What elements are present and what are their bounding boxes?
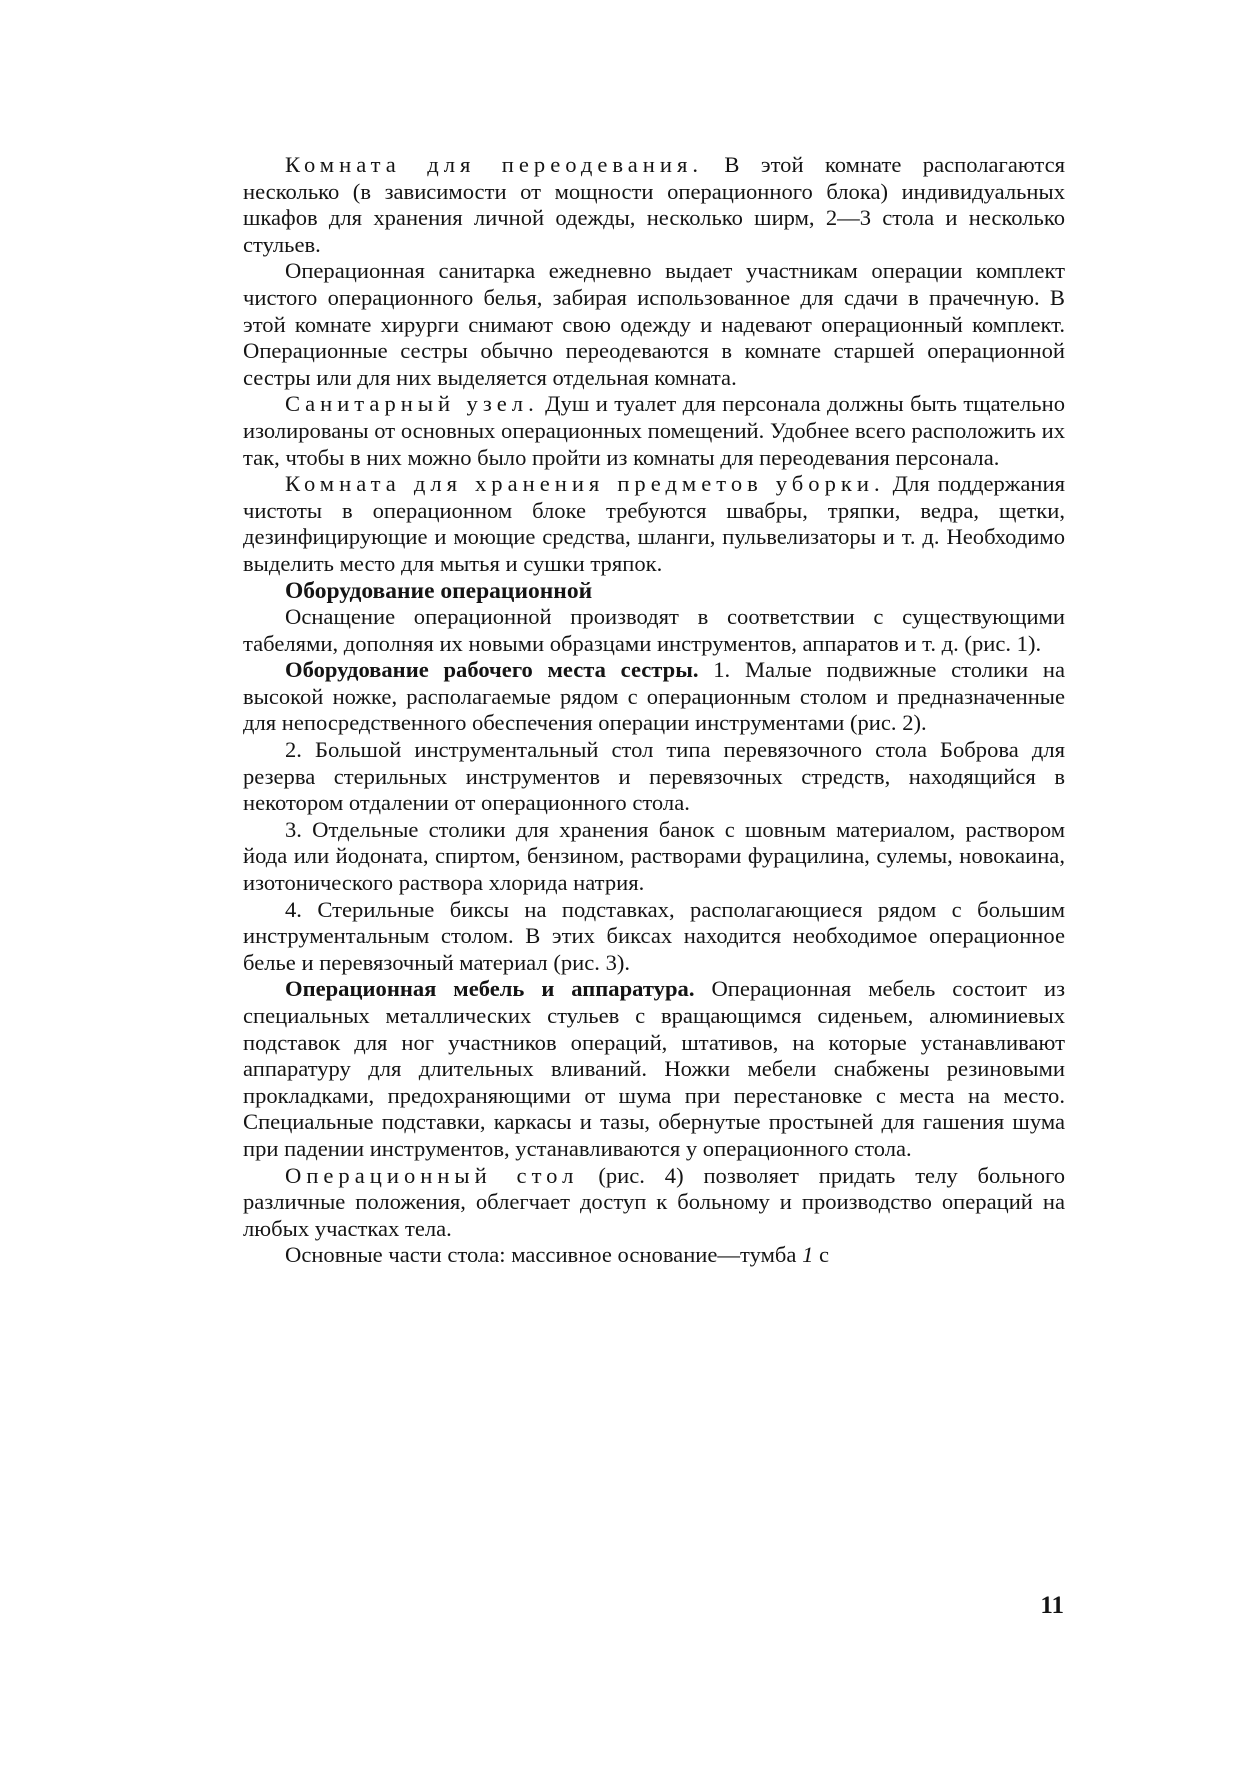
paragraph-cleaning-storage [243,471,1065,577]
paragraph-text: Для поддержания чистоты в операционном блоке требуются швабры, тряпки, ведра, щетки, дезинфицирующие и моющие средства, шланги, пульвелизаторы и т. д. Необходимо выделить место для мытья и сушки тряпок. [243,471,1065,576]
paragraph-list-item-3 [243,817,1065,897]
paragraph-nurse-workplace [243,657,1065,737]
run-in-heading: Оборудование рабочего места сестры. [285,657,699,683]
paragraph-text: Оснащение операционной производят в соответствии с существующими табелями, дополняя их новыми образцами инструментов, аппаратов и т. д. (рис. 1). [243,604,1065,656]
figure-reference-number: 1 [802,1242,814,1268]
run-in-heading: Операционный стол [285,1162,579,1188]
paragraph-text: Основные части стола: массивное основание—тумба [285,1242,803,1268]
paragraph-list-item-2 [243,737,1065,817]
paragraph-list-item-4 [243,897,1065,977]
run-in-heading: Операционная мебель и аппаратура. [285,976,695,1002]
run-in-heading: Комната для хранения предметов уборки. [285,471,885,497]
paragraph-equipment-intro [243,604,1065,657]
paragraph-text: Душ и туалет для персонала должны быть тщательно изолированы от основных операционных помещений. Удобнее всего расположить их так, чтобы в них можно было пройти из комнаты для переодевания персонала. [243,391,1065,470]
paragraph-sanitary-unit [243,391,1065,471]
paragraph-furniture [243,976,1065,1162]
paragraph-text: с [813,1242,830,1268]
paragraph-text: 3. Отдельные столики для хранения банок с шовным материалом, раствором йода или йодоната, спиртом, бензином, растворами фурацилина, сулемы, новокаина, изотонического раствора хлорида натрия. [243,816,1065,896]
run-in-heading: Санитарный узел. [285,391,539,417]
paragraph-nurse-linen [243,258,1065,391]
page-body [243,152,1065,1269]
section-title: Оборудование операционной [285,577,593,604]
paragraph-text: (рис. 4) позволяет придать телу больного различные положения, облегчает доступ к больному и производство операций на любых участках тела. [243,1162,1065,1241]
paragraph-changing-room [243,152,1065,258]
paragraph-text: 4. Стерильные биксы на подставках, располагающиеся рядом с большим инструментальным столом. В этих биксах находится необходимое операционное белье и перевязочный материал (рис. 3). [243,896,1065,975]
paragraph-table-parts [243,1242,1065,1269]
paragraph-text: Операционная мебель состоит из специальных металлических стульев с вращающимся сиденьем, алюминиевых подставок для ног участников операций, штативов, на которые устанавливают аппаратуру для длительных вливаний. Ножки мебели снабжены резиновыми прокладками, предохраняющими от шума при перестановке с места на место. Специальные подставки, каркасы и тазы, обернутые простыней для гашения шума при падении инструментов, устанавливаются у операционного стола. [243,976,1065,1161]
paragraph-text: 1. Малые подвижные столики на высокой ножке, располагаемые рядом с операционным столом и предназначенные для непосредственного обеспечения операции инструментами (рис. 2). [243,657,1065,736]
paragraph-text: Операционная санитарка ежедневно выдает участникам операции комплект чистого операционного белья, забирая использованное для сдачи в прачечную. В этой комнате хирурги снимают свою одежду и надевают операционный комплект. Операционные сестры обычно переодеваются в комнате старшей операционной сестры или для них выделяется отдельная комната. [243,258,1065,390]
page-number: 11 [1040,1592,1064,1619]
paragraph-text: 2. Большой инструментальный стол типа перевязочного стола Боброва для резерва стерильных инструментов и перевязочных стредств, находящийся в некотором отдалении от операционного стола. [243,737,1065,816]
paragraph-text: В этой комнате располагаются несколько (в зависимости от мощности операционного блока) индивидуальных шкафов для хранения личной одежды, несколько ширм, 2—3 стола и несколько стульев. [243,152,1065,257]
paragraph-operating-table [243,1163,1065,1243]
run-in-heading: Комната для переодевания. [285,152,704,177]
